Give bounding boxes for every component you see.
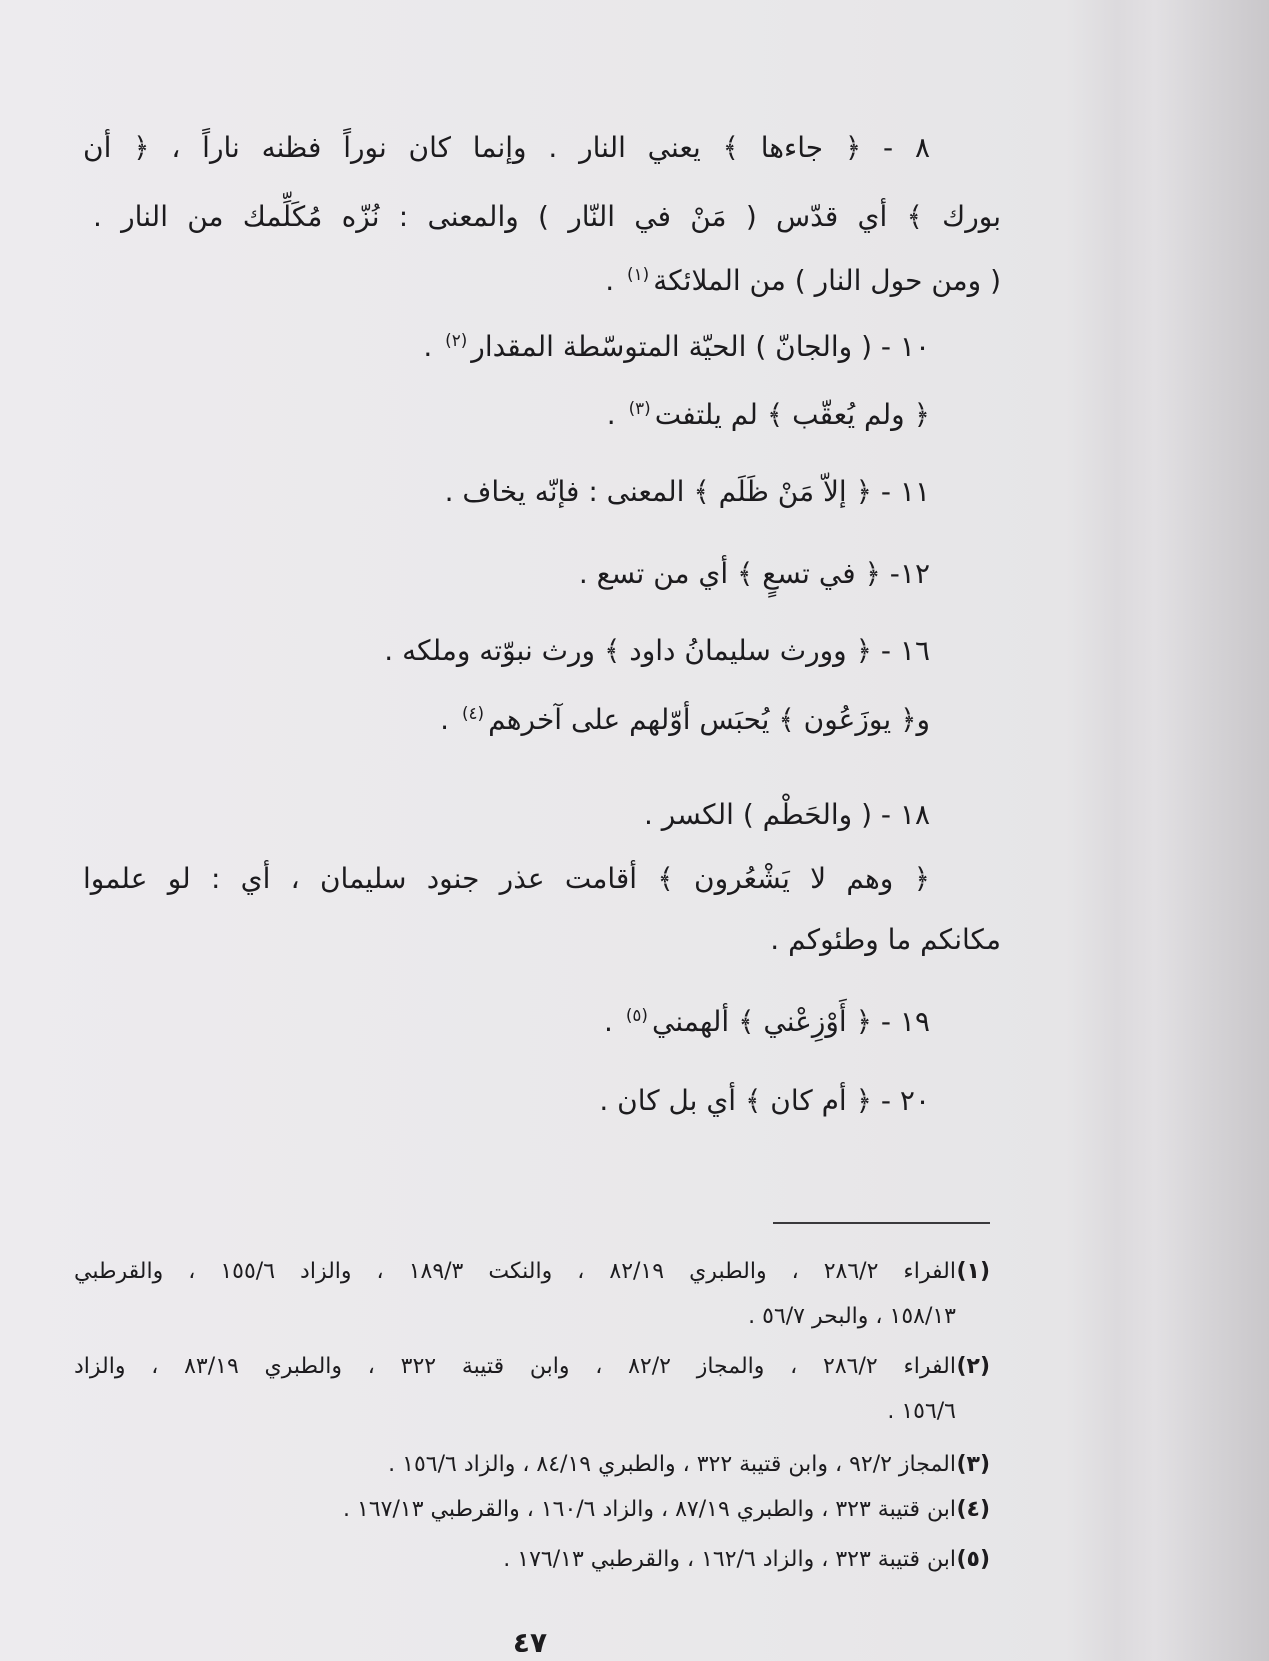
- footnote-1: [74, 1249, 990, 1339]
- footnote-label: (٢): [956, 1354, 990, 1379]
- line-tail: .: [606, 398, 625, 431]
- entry-8-line-2: بورك ﴾ أي قدّس ( مَنْ في النّار ) والمعنى : نُزّه مُكَلِّمك من النار .: [93, 200, 1001, 233]
- footnote-ref-3: (٣): [628, 397, 651, 418]
- footnote-4: [74, 1487, 990, 1532]
- footnote-label: (٥): [956, 1547, 990, 1572]
- footnote-2: [74, 1344, 990, 1434]
- entry-18-subline-2: مكانكم ما وطئوكم .: [770, 923, 1001, 956]
- entry-20-line: ٢٠ - ﴿ أم كان ﴾ أي بل كان .: [599, 1084, 930, 1117]
- line-tail: .: [604, 1005, 622, 1038]
- footnote-body: [74, 1487, 956, 1532]
- footnote-ref-4: (٤): [461, 702, 485, 723]
- line-text: ( ومن حول النار ) من الملائكة: [653, 264, 1001, 297]
- footnote-line: المجاز ٩٢/٢ ، وابن قتيبة ٣٢٢ ، والطبري ٨٤/١٩ ، والزاد ١٥٦/٦ .: [388, 1452, 956, 1477]
- footnote-label: (٣): [956, 1452, 990, 1477]
- entry-19-line: [83, 992, 930, 1052]
- footnote-5: [74, 1537, 990, 1582]
- footnote-body: [74, 1249, 956, 1339]
- footnote-line: ابن قتيبة ٣٢٣ ، والطبري ٨٧/١٩ ، والزاد ١٦٠/٦ ، والقرطبي ١٦٧/١٣ .: [343, 1497, 956, 1522]
- entry-8-line-1: ٨ - ﴿ جاءها ﴾ يعني النار . وإنما كان نوراً فظنه ناراً ، ﴿ أن: [83, 131, 930, 164]
- entry-10-line: [83, 317, 930, 377]
- footnote-line: الفراء ٢٨٦/٢ ، والمجاز ٨٢/٢ ، وابن قتيبة ٣٢٢ ، والطبري ٨٣/١٩ ، والزاد: [74, 1354, 956, 1379]
- entry-8-line-3: [83, 251, 1001, 311]
- footnote-body: [74, 1442, 956, 1487]
- footnote-label: (١): [956, 1259, 990, 1284]
- entry-18-line: ١٨ - ( والحَطْم ) الكسر .: [643, 798, 930, 831]
- line-text: ١٩ - ﴿ أَوْزِعْني ﴾ ألهمني: [651, 1005, 930, 1038]
- line-text: و﴿ يوزَعُون ﴾ يُحبَس أوّلهم على آخرهم: [488, 703, 930, 736]
- line-tail: .: [440, 703, 458, 736]
- footnote-line: ١٥٨/١٣ ، والبحر ٥٦/٧ .: [748, 1304, 956, 1329]
- footnote-ref-2: (٢): [445, 329, 468, 350]
- line-tail: .: [423, 330, 442, 363]
- entry-11-line: ١١ - ﴿ إلاّ مَنْ ظَلَم ﴾ المعنى : فإنّه يخاف .: [444, 475, 930, 508]
- line-tail: .: [605, 264, 624, 297]
- footnote-body: [74, 1537, 956, 1582]
- entry-12-line: ١٢- ﴿ في تسعٍ ﴾ أي من تسع .: [578, 557, 930, 590]
- line-text: ﴿ ولم يُعقّب ﴾ لم يلتفت: [654, 398, 930, 431]
- footnote-body: [74, 1344, 956, 1434]
- footnote-line: ابن قتيبة ٣٢٣ ، والزاد ١٦٢/٦ ، والقرطبي ١٧٦/١٣ .: [503, 1547, 956, 1572]
- footnote-separator: [773, 1222, 990, 1224]
- footnote-line: ١٥٦/٦ .: [887, 1399, 956, 1424]
- line-text: ١٠ - ( والجانّ ) الحيّة المتوسّطة المقدار: [471, 330, 930, 363]
- page-number: ٤٧: [512, 1626, 548, 1659]
- footnote-label: (٤): [956, 1497, 990, 1522]
- entry-10-subline: [83, 385, 930, 445]
- entry-16-line: ١٦ - ﴿ وورث سليمانُ داود ﴾ ورث نبوّته وملكه .: [384, 634, 930, 667]
- entry-18-subline-1: ﴿ وهم لا يَشْعُرون ﴾ أقامت عذر جنود سليمان ، أي : لو علموا: [83, 862, 930, 895]
- footnote-ref-5: (٥): [625, 1004, 648, 1025]
- entry-16-subline: [83, 690, 930, 750]
- footnote-ref-1: (١): [627, 263, 650, 284]
- footnote-3: [74, 1442, 990, 1487]
- footnote-line: الفراء ٢٨٦/٢ ، والطبري ٨٢/١٩ ، والنكت ١٨٩/٣ ، والزاد ١٥٥/٦ ، والقرطبي: [74, 1259, 956, 1284]
